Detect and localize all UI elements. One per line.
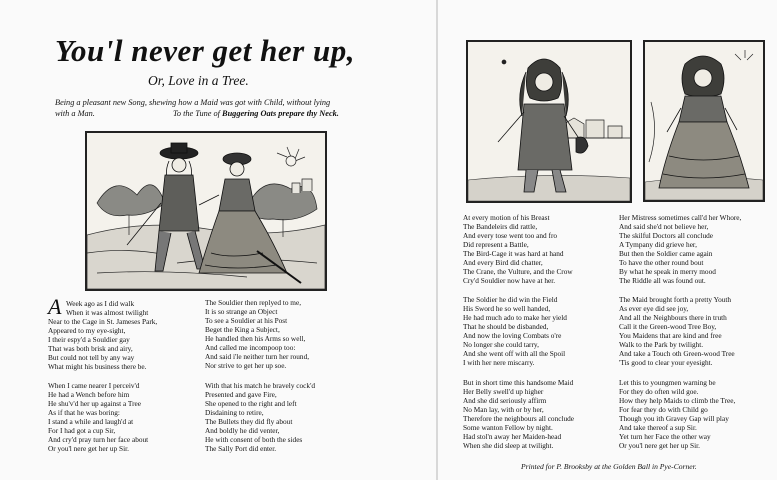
ballad-description-line2: with a Man. — [55, 109, 95, 118]
verse-line: Week ago as I did walk — [66, 299, 135, 308]
tune-name: Buggering Oats prepare thy Neck. — [222, 109, 339, 118]
verse-line: Beget the King a Subject, — [205, 325, 280, 335]
stanza-7 — [463, 378, 574, 450]
verse-line: He shu'v'd her up against a Tree — [48, 399, 142, 409]
verse-line: He with consent of both the sides — [205, 435, 303, 445]
verse-line: And she did seriously affirm — [463, 396, 547, 406]
tune-line — [173, 109, 339, 118]
verse-line: He had much ado to make her yield — [463, 313, 567, 323]
verse-line: As if that he was boring: — [48, 408, 120, 418]
verse-line: To have the other round bout — [619, 258, 704, 268]
verse-line: That he should be disbanded, — [463, 322, 549, 332]
stanza-1 — [48, 294, 158, 372]
page-fold — [436, 0, 438, 480]
stanza-9 — [619, 295, 735, 367]
verse-line: And all the Neighbours there in truth — [619, 313, 727, 323]
verse-line: No Man lay, with or by her, — [463, 405, 544, 415]
verse-line: I with her nere miscarry. — [463, 358, 535, 368]
ballad-title: You'l never get her up, — [55, 33, 355, 68]
verse-line: Call it the Green-wood Tree Boy, — [619, 322, 717, 332]
stanza-2 — [48, 381, 148, 453]
verse-line: Let this to youngmen warning be — [619, 378, 716, 387]
verse-line: No longer she could tarry, — [463, 340, 539, 350]
verse-line: Though you ith Gravey Gap will play — [619, 414, 729, 424]
verse-line: For they do often wild goe. — [619, 387, 699, 397]
verse-line: And every Bird did chatter, — [463, 258, 543, 268]
ballad-description-line1: Being a pleasant new Song, shewing how a Maid was got with Child, without lying — [55, 98, 331, 107]
verse-line: But in short time this handsome Maid — [463, 378, 574, 387]
tune-prefix: To the Tune of — [173, 109, 220, 118]
verse-line: Cry'd Souldier now have at her. — [463, 276, 556, 286]
woodcut-lady-illustration — [645, 42, 763, 200]
stanza-3 — [205, 298, 309, 370]
verse-line: A Tympany did grieve her, — [619, 240, 697, 250]
verse-line: Her Belly swell'd up higher — [463, 387, 544, 397]
verse-line: The Soldier he did win the Field — [463, 295, 558, 304]
verse-line: The Crane, the Vulture, and the Crow — [463, 267, 573, 277]
woodcut-lady — [643, 40, 765, 202]
stanza-6 — [463, 295, 567, 367]
verse-line: And cry'd pray turn her face about — [48, 435, 149, 445]
verse-line: But then the Soldier came again — [619, 249, 713, 259]
verse-line: Or you'l nere get her up Sir. — [48, 444, 129, 454]
verse-line: What might his business there be. — [48, 362, 147, 372]
verse-line: And boldly he did venter, — [205, 426, 280, 436]
verse-line: Near to the Cage in St. Jameses Park, — [48, 317, 158, 327]
verse-line: It is so strange an Object — [205, 307, 278, 317]
verse-line: And called me incompoop too: — [205, 343, 296, 353]
verse-line: The skilful Doctors all conclude — [619, 231, 714, 241]
verse-line: Or you'l nere get her up Sir. — [619, 441, 700, 451]
verse-line: She opened to the right and left — [205, 399, 297, 409]
verse-line: That was both brisk and airy, — [48, 344, 133, 354]
verse-line: The Souldier then replyed to me, — [205, 298, 302, 307]
verse-line: When I came nearer I perceiv'd — [48, 381, 140, 390]
verse-line: For fear they do with Child go — [619, 405, 708, 415]
verse-line: Some wanton Fellow by night. — [463, 423, 553, 433]
verse-line: But could not tell by any way — [48, 353, 135, 363]
verse-line: Presented and gave Fire, — [205, 390, 277, 400]
verse-line: The Bullets they did fly about — [205, 417, 293, 427]
verse-line: I stand a while and laugh'd at — [48, 417, 134, 427]
verse-line: Appeared to my eye-sight, — [48, 326, 126, 336]
verse-line: Yet turn her Face the other way — [619, 432, 711, 442]
verse-line: And every tose went too and fro — [463, 231, 558, 241]
verse-line: For I had got a cup Sir, — [48, 426, 116, 436]
ballad-subtitle: Or, Love in a Tree. — [148, 73, 249, 88]
verse-line: The Maid brought forth a pretty Youth — [619, 295, 732, 304]
verse-line: The Bird-Cage it was hard at hand — [463, 249, 564, 259]
verse-line: To see a Souldier at his Post — [205, 316, 288, 326]
stanza-4 — [205, 381, 315, 453]
verse-line: The Sally Port did enter. — [205, 444, 277, 454]
verse-line: The Riddle all was found out. — [619, 276, 706, 286]
verse-line: And said i'le neither turn her round, — [205, 352, 310, 362]
stanza-5 — [463, 213, 573, 285]
verse-line: 'Tis good to clear your eyesight. — [619, 358, 713, 368]
woodcut-couple-illustration — [87, 133, 325, 289]
verse-line: His Sword he so well handed, — [463, 304, 551, 314]
woodcut-gentleman — [466, 40, 632, 203]
stanza-10 — [619, 378, 735, 450]
verse-line: And take thereof a sup Sir. — [619, 423, 697, 433]
verse-line: Therefore the neighbours all conclude — [463, 414, 575, 424]
woodcut-gentleman-illustration — [468, 42, 630, 201]
verse-line: As ever eye did see joy, — [619, 304, 689, 314]
verse-line: Her Mistress sometimes call'd her Whore, — [619, 213, 742, 222]
verse-line: And she went off with all the Spoil — [463, 349, 566, 359]
stanza-8 — [619, 213, 741, 285]
verse-line: And now the loving Combats o're — [463, 331, 562, 341]
verse-line: When it was almost twilight — [66, 308, 149, 318]
verse-line: Had stol'n away her Maiden-head — [463, 432, 562, 442]
verse-line: And said she'd not believe her, — [619, 222, 709, 232]
verse-line: Disdaining to retire, — [205, 408, 264, 418]
verse-line: The Bandeleirs did rattle, — [463, 222, 538, 232]
verse-line: You Maidens that are kind and free — [619, 331, 722, 341]
verse-line: By what he speak in merry mood — [619, 267, 716, 277]
woodcut-couple-walking — [85, 131, 327, 291]
printer-imprint: Printed for P. Brooksby at the Golden Ball in Pye-Corner. — [521, 462, 697, 471]
verse-line: At every motion of his Breast — [463, 213, 550, 222]
verse-line: When she did sleep at twilight. — [463, 441, 554, 451]
verse-line: Did represent a Battle, — [463, 240, 529, 250]
verse-line: With that his match he bravely cock'd — [205, 381, 316, 390]
verse-line: Nor strive to get her up soe. — [205, 361, 287, 371]
verse-line: Walk to the Park by twilight. — [619, 340, 704, 350]
verse-line: And take a Touch oth Green-wood Tree — [619, 349, 735, 359]
verse-line: I their espy'd a Souldier gay — [48, 335, 130, 345]
verse-line: He had a Wench before him — [48, 390, 130, 400]
drop-cap: A — [48, 294, 62, 319]
verse-line: How they help Maids to climb the Tree, — [619, 396, 736, 406]
verse-line: He handled then his Arms so well, — [205, 334, 306, 344]
